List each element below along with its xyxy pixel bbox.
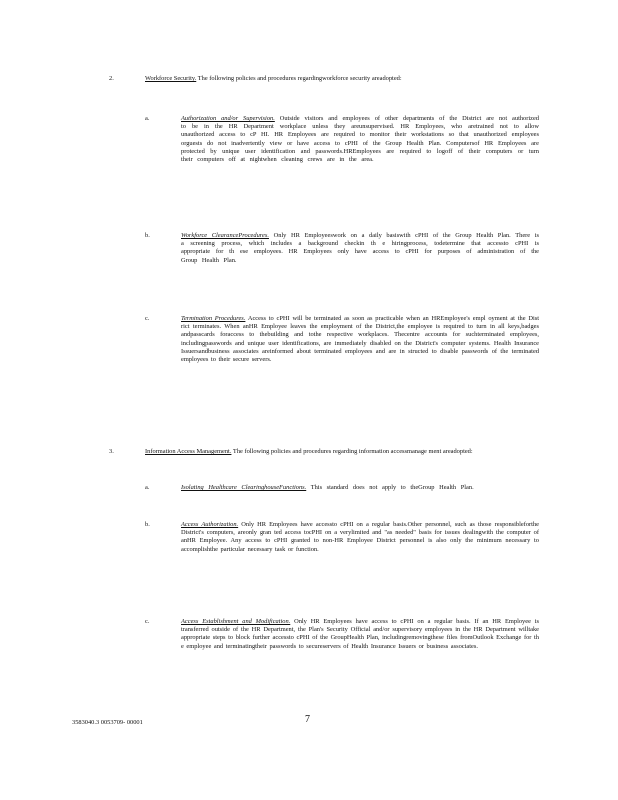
item-title: Authorization and/or Supervision. — [181, 115, 275, 122]
section-heading-text: The following policies and procedures regardingworkforce security areadopted: — [196, 75, 402, 82]
item-letter: a. — [145, 484, 150, 491]
item-body — [181, 521, 539, 554]
section-heading — [145, 75, 515, 83]
item-text: Only HR Employees have accessto cPHI on a regular basis.Other personnel, such as those responsibleforthe District's computers, areonly gran ted access tocPHI on a verylimited and "as needed" basis for issues dealingwith the computer of anHR Employee. Any access to cPHI granted to non-HR Employee District personnel is also only the minimum necessary to accomplishthe particular necessary task or function. — [181, 521, 539, 553]
item-text: Only HR Employeeswork on a daily basiswith cPHI of the Group Health Plan. There is a screening process, which includes a background checkin th e hiringprocess, todetermine that accessto cPHI is appropriate for th ese employees. HR Employees only have access to cPHI for purposes of administration of the Group Health Plan. — [181, 232, 540, 264]
item-body — [181, 115, 539, 164]
section-heading-title: Information Access Management. — [145, 448, 232, 455]
item-body — [181, 315, 539, 364]
page-number: 7 — [305, 714, 310, 725]
item-letter: c. — [145, 618, 150, 625]
item-title: Termination Procedures. — [181, 315, 246, 322]
item-body — [181, 232, 539, 265]
item-letter: a. — [145, 115, 150, 122]
item-title: Workforce ClearanceProcedures. — [181, 232, 269, 239]
item-text: Only HR Employees have access to cPHI on a regular basis. If an HR Employee is transferred outside of the HR Department, the Plan's Security Official and/or supervisory employees in the HR Department willtake appropriate steps to block further accessto cPHI of the GroupHealth Plan, includingremovingthese files fromOutlook Exchange for th e employee and terminatingtheir passwords to secureservers of Health Insurance Issuers or business associates. — [181, 618, 539, 650]
item-letter: c. — [145, 315, 150, 322]
item-letter: b. — [145, 521, 150, 528]
item-text: Outside visitors and employees of other departments of the District are not authorized to be in the HR Department workplace unless they areunsupervised. HR Employees, who aretrained not to allow unauthorized access to cP HI. HR Employees are required to monitor their workstations so that unauthorized employees orguests do not inadvertently view or have access to cPHI of the Group Health Plan. Computersof HR Employees are protected by unique user identification and passwords.HREmployees are required to logoff of their computers or turn their computers off at nightwhen cleaning crews are in the area. — [181, 115, 540, 164]
item-title: Isolating Healthcare ClearinghouseFunctions. — [181, 484, 307, 491]
item-title: Access Establishment and Modification. — [181, 618, 291, 625]
item-text: Access to cPHI will be terminated as soon as practicable when an HREmployee's empl oyment at the Dist rict terminates. When anHR Employee leaves the employment of the District,the employee is required to turn in all keys,badges andpasscards foraccess to thebuilding and tothe respective workplaces. Thecentre accounts for suchterminated employees, includingpasswords and unique user identifications, are immediately disabled on the District's computer systems. Health Insurance Issuersandbusiness associates areinformed about terminated employees and are in structed to disable passwords of the terminated employees to their secure servers. — [181, 315, 539, 364]
section-heading-text: The following policies and procedures regarding information accessmanage ment areadopted: — [231, 448, 473, 455]
document-id: 3583040.3 0053709- 00001 — [72, 719, 143, 726]
section-number: 3. — [109, 448, 114, 455]
item-letter: b. — [145, 232, 150, 239]
item-text: This standard does not apply to theGroup Health Plan. — [306, 484, 474, 491]
section-heading — [145, 448, 515, 456]
item-body — [181, 618, 539, 651]
item-title: Access Authorization. — [181, 521, 239, 528]
section-heading-title: Workforce Security. — [145, 75, 197, 82]
item-body — [181, 484, 539, 492]
section-number: 2. — [109, 75, 114, 82]
